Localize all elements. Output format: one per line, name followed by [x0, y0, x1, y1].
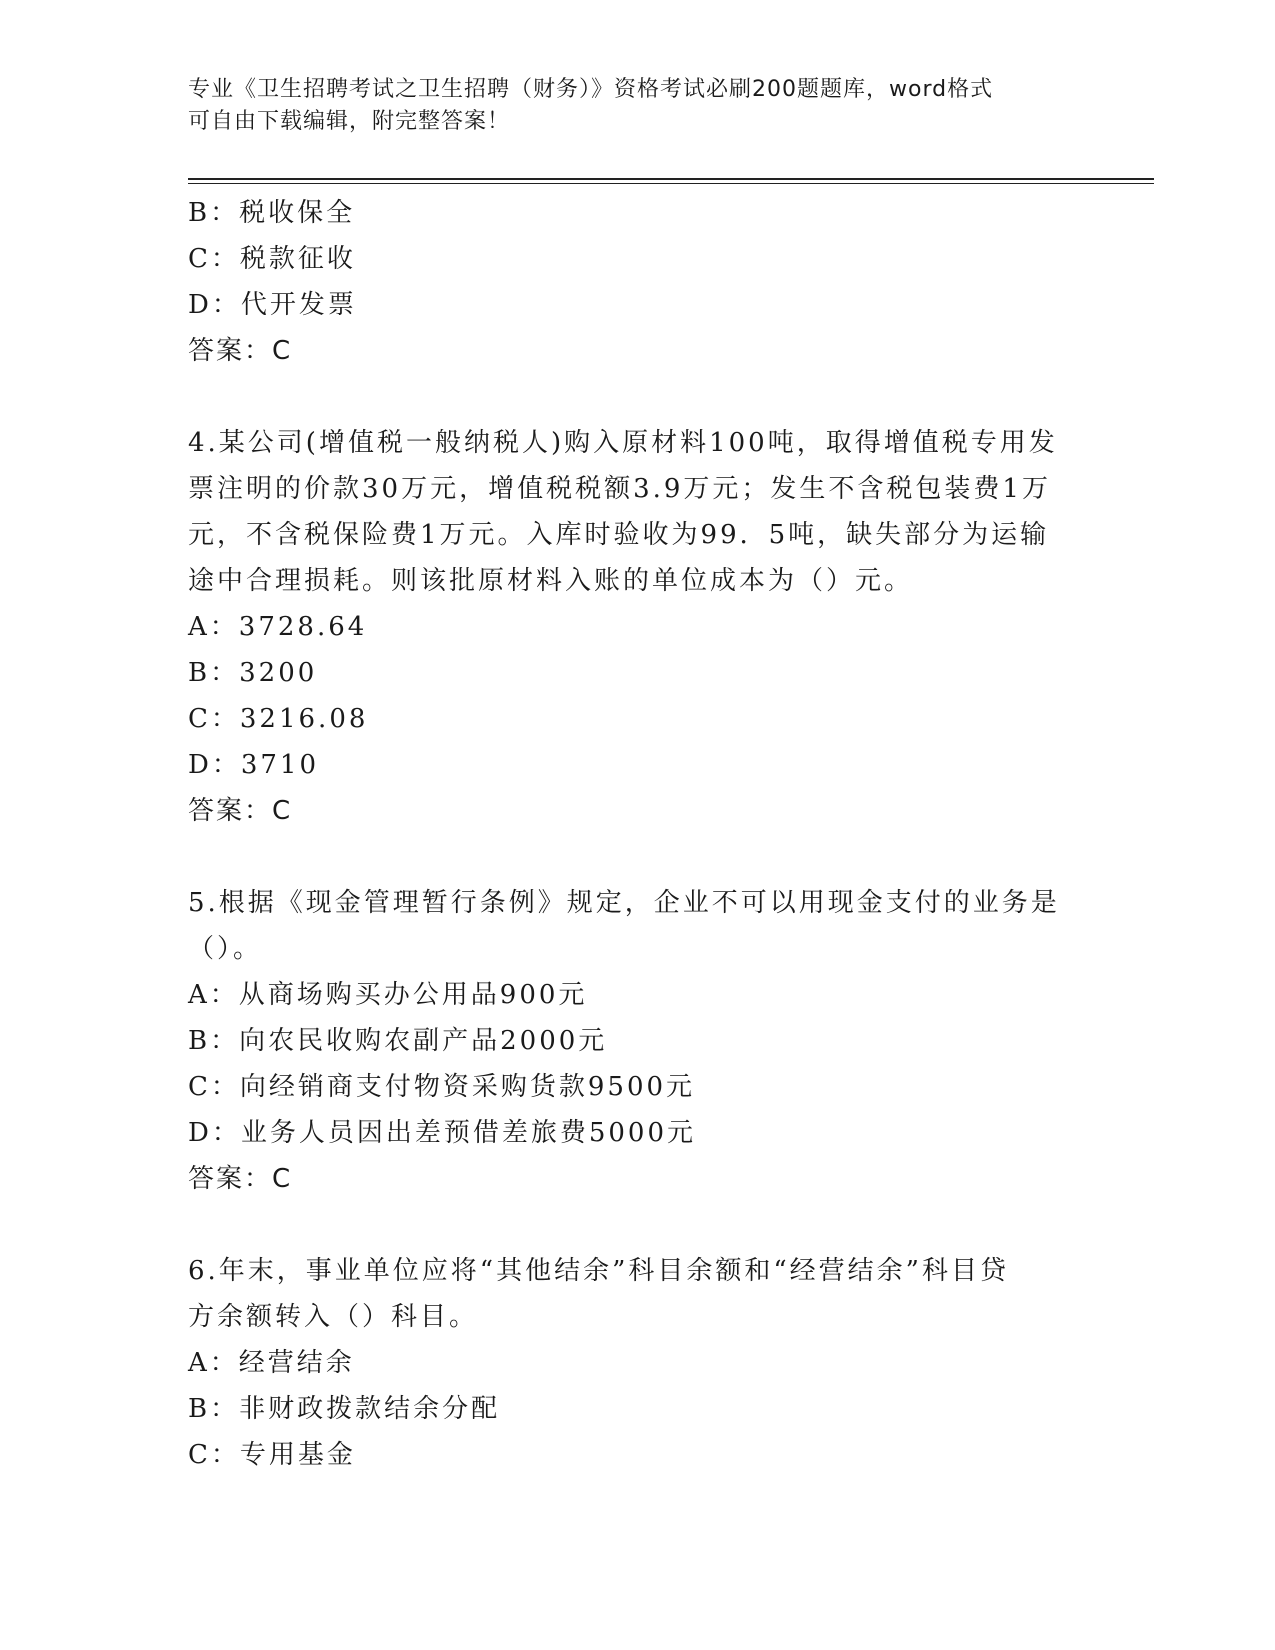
- answer-line: 答案：C: [188, 336, 293, 366]
- option-c: C：专用基金: [188, 1440, 356, 1470]
- option-b: B：非财政拨款结余分配: [188, 1394, 501, 1424]
- option-b: B：税收保全: [188, 198, 356, 228]
- option-a: A：3728.64: [188, 612, 368, 642]
- option-c: C：向经销商支付物资采购货款9500元: [188, 1072, 696, 1102]
- header-title-line-2: 可自由下载编辑，附完整答案！: [188, 109, 511, 134]
- question-block-partial: [188, 190, 1088, 374]
- question-stem-line: 途中合理损耗。则该批原材料入账的单位成本为（）元。: [188, 566, 914, 596]
- option-c: C：3216.08: [188, 704, 369, 734]
- option-b: B：3200: [188, 658, 318, 688]
- option-a: A：从商场购买办公用品900元: [188, 980, 588, 1010]
- question-stem-line: （）。: [188, 934, 263, 964]
- question-block-6: [188, 1248, 1088, 1478]
- option-a: A：经营结余: [188, 1348, 355, 1378]
- document-header: [188, 74, 1068, 138]
- spacer: [188, 1202, 1088, 1248]
- header-divider: [188, 178, 1154, 180]
- question-stem-line: 票注明的价款30万元，增值税税额3.9万元；发生不含税包装费1万: [188, 474, 1051, 504]
- header-title-line-1: 专业《卫生招聘考试之卫生招聘（财务）》资格考试必刷200题题库，word格式: [188, 77, 994, 102]
- answer-line: 答案：C: [188, 1164, 293, 1194]
- question-stem-line: 6.年末，事业单位应将“其他结余”科目余额和“经营结余”科目贷: [188, 1256, 1009, 1286]
- option-d: D：代开发票: [188, 290, 357, 320]
- spacer: [188, 374, 1088, 420]
- option-d: D：业务人员因出差预借差旅费5000元: [188, 1118, 697, 1148]
- question-block-4: [188, 420, 1088, 834]
- spacer: [188, 834, 1088, 880]
- question-stem-line: 4.某公司(增值税一般纳税人)购入原材料100吨，取得增值税专用发: [188, 428, 1058, 458]
- option-c: C：税款征收: [188, 244, 356, 274]
- question-content: [188, 190, 1088, 1478]
- option-d: D：3710: [188, 750, 320, 780]
- question-stem-line: 5.根据《现金管理暂行条例》规定，企业不可以用现金支付的业务是: [188, 888, 1060, 918]
- answer-line: 答案：C: [188, 796, 293, 826]
- header-divider-thin: [188, 183, 1154, 184]
- option-b: B：向农民收购农副产品2000元: [188, 1026, 608, 1056]
- question-block-5: [188, 880, 1088, 1202]
- question-stem-line: 元，不含税保险费1万元。入库时验收为99．5吨，缺失部分为运输: [188, 520, 1050, 550]
- question-stem-line: 方余额转入（）科目。: [188, 1302, 479, 1332]
